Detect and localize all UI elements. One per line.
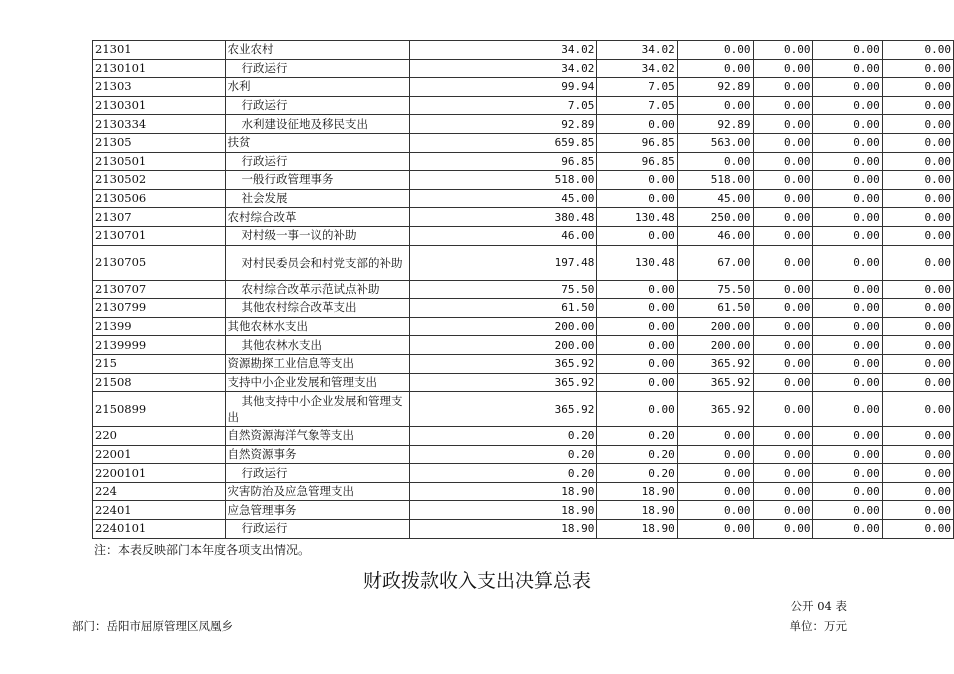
account-name-text: 资源勘探工业信息等支出 [227,356,355,371]
account-name-cell [225,336,409,355]
table-row [93,354,954,373]
account-name-text: 支持中小企业发展和管理支出 [227,374,378,389]
amount-cell: 0.00 [753,59,813,78]
account-code-cell: 22001 [93,445,226,464]
table-row [93,280,954,299]
amount-cell: 0.00 [597,115,677,134]
account-name-cell [225,427,409,446]
account-code-cell: 2130799 [93,299,226,318]
account-name-cell [225,354,409,373]
amount-cell: 0.00 [753,336,813,355]
account-name-cell [225,482,409,501]
amount-cell: 200.00 [409,317,597,336]
amount-cell: 0.00 [882,245,953,280]
table-row [93,41,954,60]
amount-cell: 0.00 [813,373,882,392]
amount-cell: 0.00 [677,520,753,539]
table-body [93,41,954,539]
account-name-text: 扶贫 [227,135,251,150]
amount-cell: 365.92 [409,373,597,392]
account-code-cell: 2240101 [93,520,226,539]
account-name-text: 其他农林水支出 [241,337,323,352]
account-name-text: 农业农村 [227,42,274,57]
amount-cell: 200.00 [677,317,753,336]
amount-cell: 0.00 [753,189,813,208]
amount-cell: 18.90 [409,520,597,539]
amount-cell: 96.85 [597,152,677,171]
amount-cell: 0.00 [753,171,813,190]
account-code-cell: 2130501 [93,152,226,171]
amount-cell: 0.00 [813,427,882,446]
account-name-cell [225,115,409,134]
expenditure-table [92,40,954,539]
account-code-cell: 2200101 [93,464,226,483]
table-row [93,373,954,392]
amount-cell: 0.00 [813,59,882,78]
amount-cell: 0.00 [813,520,882,539]
table-row [93,299,954,318]
amount-cell: 130.48 [597,208,677,227]
amount-cell: 0.00 [813,226,882,245]
table-row [93,482,954,501]
amount-cell: 0.00 [753,392,813,427]
amount-cell: 0.00 [882,41,953,60]
amount-cell: 0.00 [882,373,953,392]
amount-cell: 0.00 [597,354,677,373]
amount-cell: 380.48 [409,208,597,227]
amount-cell: 0.00 [882,96,953,115]
table-row [93,427,954,446]
account-name-cell [225,171,409,190]
amount-cell: 92.89 [409,115,597,134]
account-name-cell [225,373,409,392]
amount-cell: 18.90 [597,520,677,539]
account-code-cell: 2130701 [93,226,226,245]
table-row [93,133,954,152]
amount-cell: 0.00 [677,96,753,115]
amount-cell: 0.00 [813,317,882,336]
amount-cell: 0.00 [753,501,813,520]
amount-cell: 0.00 [753,41,813,60]
account-name-text: 行政运行 [241,153,288,168]
account-code-cell: 224 [93,482,226,501]
amount-cell: 0.00 [753,96,813,115]
amount-cell: 0.00 [882,501,953,520]
amount-cell: 0.00 [813,41,882,60]
amount-cell: 0.00 [882,464,953,483]
amount-cell: 18.90 [409,482,597,501]
account-name-cell [225,317,409,336]
amount-cell: 0.00 [813,354,882,373]
account-name-text: 行政运行 [241,60,288,75]
amount-cell: 75.50 [409,280,597,299]
account-name-text: 行政运行 [241,465,288,480]
amount-cell: 563.00 [677,133,753,152]
unit-label: 单位：万元 [789,619,847,633]
amount-cell: 200.00 [677,336,753,355]
amount-cell: 34.02 [597,41,677,60]
amount-cell: 0.00 [882,226,953,245]
amount-cell: 0.00 [813,445,882,464]
amount-cell: 0.00 [753,445,813,464]
amount-cell: 18.90 [597,501,677,520]
amount-cell: 0.00 [677,41,753,60]
amount-cell: 0.00 [813,299,882,318]
account-code-cell: 2130506 [93,189,226,208]
account-name-text: 行政运行 [241,521,288,536]
account-code-cell: 220 [93,427,226,446]
amount-cell: 200.00 [409,336,597,355]
amount-cell: 0.00 [753,226,813,245]
amount-cell: 130.48 [597,245,677,280]
account-code-cell: 21305 [93,133,226,152]
account-name-text: 一般行政管理事务 [241,172,334,187]
account-code-cell: 21301 [93,41,226,60]
account-name-cell [225,78,409,97]
table-row [93,208,954,227]
amount-cell: 0.00 [813,208,882,227]
amount-cell: 0.00 [813,171,882,190]
amount-cell: 7.05 [409,96,597,115]
amount-cell: 0.00 [753,482,813,501]
amount-cell: 0.00 [882,336,953,355]
amount-cell: 0.00 [677,152,753,171]
amount-cell: 0.00 [677,464,753,483]
amount-cell: 46.00 [677,226,753,245]
amount-cell: 61.50 [409,299,597,318]
account-code-cell: 2150899 [93,392,226,427]
amount-cell: 0.00 [813,464,882,483]
amount-cell: 0.00 [813,96,882,115]
amount-cell: 0.00 [677,482,753,501]
amount-cell: 75.50 [677,280,753,299]
table-row [93,152,954,171]
amount-cell: 365.92 [409,354,597,373]
amount-cell: 0.00 [597,317,677,336]
amount-cell: 0.00 [597,226,677,245]
account-name-text: 灾害防治及应急管理支出 [227,484,355,499]
form-number: 公开 04 表 [790,599,847,613]
amount-cell: 67.00 [677,245,753,280]
account-name-cell [225,392,409,427]
amount-cell: 518.00 [409,171,597,190]
account-name-cell [225,189,409,208]
amount-cell: 365.92 [409,392,597,427]
amount-cell: 92.89 [677,78,753,97]
amount-cell: 46.00 [409,226,597,245]
amount-cell: 0.00 [753,373,813,392]
amount-cell: 0.00 [597,299,677,318]
amount-cell: 0.00 [882,354,953,373]
account-name-text: 对村级一事一议的补助 [241,228,357,243]
amount-cell: 45.00 [409,189,597,208]
amount-cell: 7.05 [597,96,677,115]
amount-cell: 0.00 [882,208,953,227]
amount-cell: 0.00 [597,392,677,427]
amount-cell: 365.92 [677,354,753,373]
amount-cell: 0.00 [813,189,882,208]
amount-cell: 34.02 [597,59,677,78]
amount-cell: 0.20 [597,464,677,483]
amount-cell: 0.00 [753,208,813,227]
amount-cell: 61.50 [677,299,753,318]
account-code-cell: 2139999 [93,336,226,355]
amount-cell: 99.94 [409,78,597,97]
table-row [93,445,954,464]
amount-cell: 0.00 [882,171,953,190]
table-note: 注：本表反映部门本年度各项支出情况。 [94,543,311,557]
amount-cell: 0.00 [753,152,813,171]
amount-cell: 0.00 [753,78,813,97]
account-code-cell: 2130502 [93,171,226,190]
amount-cell: 0.20 [409,427,597,446]
amount-cell: 0.00 [882,317,953,336]
table-row [93,189,954,208]
account-name-text: 自然资源事务 [227,446,297,461]
table-row [93,392,954,427]
amount-cell: 197.48 [409,245,597,280]
account-name-text: 其他农村综合改革支出 [241,300,357,315]
amount-cell: 0.00 [813,501,882,520]
amount-cell: 96.85 [409,152,597,171]
account-name-cell [225,226,409,245]
table-row [93,115,954,134]
amount-cell: 250.00 [677,208,753,227]
account-code-cell: 2130101 [93,59,226,78]
amount-cell: 0.00 [813,392,882,427]
account-name-text: 应急管理事务 [227,502,297,517]
account-code-cell: 2130707 [93,280,226,299]
table-row [93,78,954,97]
account-name-cell [225,501,409,520]
amount-cell: 0.00 [753,317,813,336]
account-name-cell [225,59,409,78]
amount-cell: 0.00 [813,115,882,134]
table-row [93,171,954,190]
amount-cell: 0.00 [882,427,953,446]
table-row [93,226,954,245]
account-name-text: 其他农林水支出 [227,319,309,334]
amount-cell: 0.00 [882,189,953,208]
amount-cell: 7.05 [597,78,677,97]
account-name-text: 自然资源海洋气象等支出 [227,428,355,443]
account-name-text: 农村综合改革示范试点补助 [241,281,380,296]
amount-cell: 34.02 [409,59,597,78]
amount-cell: 0.00 [597,336,677,355]
account-name-cell [225,208,409,227]
account-name-cell [225,245,409,280]
account-name-cell [225,96,409,115]
table-row [93,336,954,355]
account-code-cell: 21399 [93,317,226,336]
amount-cell: 0.00 [813,133,882,152]
account-name-text: 行政运行 [241,98,288,113]
amount-cell: 0.00 [882,152,953,171]
amount-cell: 0.20 [409,464,597,483]
amount-cell: 18.90 [409,501,597,520]
table-row [93,520,954,539]
account-name-cell [225,41,409,60]
amount-cell: 0.00 [882,115,953,134]
amount-cell: 0.00 [677,59,753,78]
account-code-cell: 2130301 [93,96,226,115]
amount-cell: 0.00 [882,520,953,539]
amount-cell: 659.85 [409,133,597,152]
amount-cell: 0.00 [882,299,953,318]
amount-cell: 0.00 [753,520,813,539]
account-name-cell [225,280,409,299]
account-name-text: 社会发展 [241,191,288,206]
amount-cell: 0.00 [597,171,677,190]
account-name-cell [225,464,409,483]
table-row [93,96,954,115]
table-row [93,245,954,280]
amount-cell: 365.92 [677,392,753,427]
amount-cell: 0.00 [813,78,882,97]
amount-cell: 0.00 [677,427,753,446]
account-name-cell [225,152,409,171]
department-label: 部门：岳阳市屈原管理区凤凰乡 [72,619,233,633]
account-code-cell: 215 [93,354,226,373]
account-name-cell [225,133,409,152]
amount-cell: 0.00 [677,445,753,464]
table-row [93,59,954,78]
amount-cell: 0.00 [753,464,813,483]
amount-cell: 0.00 [753,245,813,280]
table-row [93,501,954,520]
amount-cell: 0.00 [813,245,882,280]
amount-cell: 0.00 [813,152,882,171]
amount-cell: 0.00 [753,427,813,446]
amount-cell: 0.00 [597,373,677,392]
amount-cell: 0.00 [813,482,882,501]
amount-cell: 365.92 [677,373,753,392]
amount-cell: 0.00 [753,133,813,152]
account-name-text: 其他支持中小企业发展和管理支出 [227,394,403,425]
amount-cell: 0.00 [597,280,677,299]
amount-cell: 96.85 [597,133,677,152]
amount-cell: 0.00 [753,115,813,134]
amount-cell: 0.00 [882,482,953,501]
account-code-cell: 21307 [93,208,226,227]
account-code-cell: 21508 [93,373,226,392]
account-name-cell [225,520,409,539]
table-row [93,464,954,483]
amount-cell: 34.02 [409,41,597,60]
amount-cell: 0.00 [882,392,953,427]
amount-cell: 0.00 [882,280,953,299]
table-row [93,317,954,336]
account-code-cell: 2130705 [93,245,226,280]
amount-cell: 0.00 [882,445,953,464]
amount-cell: 92.89 [677,115,753,134]
amount-cell: 0.00 [677,501,753,520]
amount-cell: 0.00 [882,133,953,152]
account-name-cell [225,445,409,464]
page-title: 财政拨款收入支出决算总表 [362,570,591,592]
amount-cell: 0.00 [753,299,813,318]
amount-cell: 18.90 [597,482,677,501]
account-code-cell: 2130334 [93,115,226,134]
amount-cell: 0.20 [409,445,597,464]
account-name-text: 水利 [227,79,251,94]
amount-cell: 45.00 [677,189,753,208]
amount-cell: 0.00 [882,59,953,78]
account-name-cell [225,299,409,318]
amount-cell: 0.00 [597,189,677,208]
account-code-cell: 21303 [93,78,226,97]
amount-cell: 518.00 [677,171,753,190]
amount-cell: 0.00 [813,280,882,299]
account-name-text: 对村民委员会和村党支部的补助 [241,255,403,270]
account-code-cell: 22401 [93,501,226,520]
amount-cell: 0.20 [597,427,677,446]
account-name-text: 农村综合改革 [227,209,297,224]
amount-cell: 0.20 [597,445,677,464]
amount-cell: 0.00 [813,336,882,355]
amount-cell: 0.00 [753,280,813,299]
amount-cell: 0.00 [882,78,953,97]
amount-cell: 0.00 [753,354,813,373]
account-name-text: 水利建设征地及移民支出 [241,116,369,131]
